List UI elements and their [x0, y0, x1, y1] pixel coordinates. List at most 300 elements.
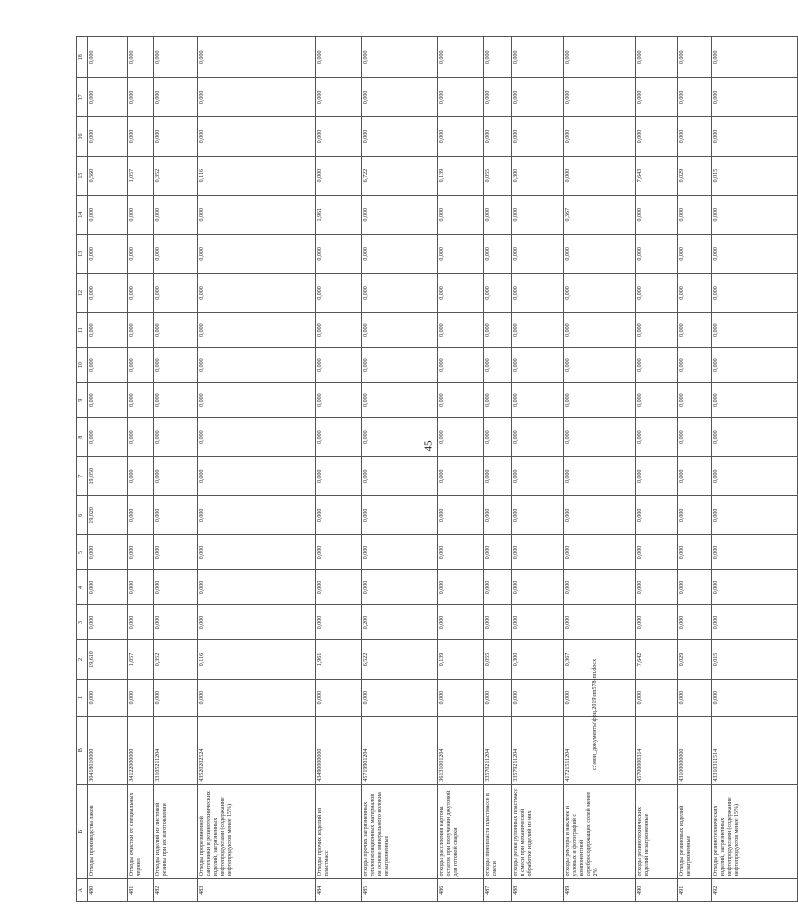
- row-number-cell: 483: [198, 879, 316, 902]
- value-cell: 0,000: [636, 313, 678, 348]
- value-cell: 0,000: [128, 496, 154, 535]
- value-cell: 0,000: [438, 496, 484, 535]
- value-cell: 0,000: [362, 234, 438, 273]
- value-cell: 0,000: [564, 605, 636, 640]
- value-cell: 0,000: [362, 195, 438, 234]
- value-cell: 0,000: [128, 195, 154, 234]
- value-cell: 0,000: [362, 457, 438, 496]
- value-cell: 0,000: [88, 348, 128, 383]
- value-cell: 0,000: [484, 234, 512, 273]
- value-cell: 0,000: [154, 234, 198, 273]
- value-cell: 0,000: [438, 273, 484, 312]
- value-cell: 0,000: [678, 195, 712, 234]
- value-cell: 0,000: [712, 348, 798, 383]
- row-number-cell: 482: [154, 879, 198, 902]
- value-cell: 0,000: [362, 313, 438, 348]
- value-cell: 0,367: [564, 640, 636, 679]
- value-cell: 0,000: [128, 457, 154, 496]
- value-cell: 0,000: [362, 78, 438, 117]
- table-row: [678, 37, 712, 902]
- value-cell: 0,000: [128, 234, 154, 273]
- waste-data-table: [76, 36, 798, 902]
- waste-name-cell: отходы резинотехнических изделий незагрязненные: [636, 784, 678, 879]
- value-cell: 0,000: [636, 570, 678, 605]
- value-cell: 0,000: [484, 37, 512, 78]
- value-cell: 0,000: [636, 273, 678, 312]
- value-cell: 0,000: [636, 78, 678, 117]
- value-cell: 0,000: [512, 195, 564, 234]
- value-cell: 0,000: [88, 679, 128, 716]
- value-cell: 0,000: [484, 570, 512, 605]
- column-header: 14: [77, 195, 88, 234]
- waste-name-cell: Отходы резиновых изделий незагрязненные: [678, 784, 712, 879]
- table-row: [88, 37, 128, 902]
- value-cell: 0,000: [484, 78, 512, 117]
- waste-code-cell: 30418010000: [88, 716, 128, 784]
- value-cell: 0,000: [316, 535, 362, 570]
- value-cell: 0,000: [128, 78, 154, 117]
- column-header: 1: [77, 679, 88, 716]
- value-cell: 0,000: [362, 570, 438, 605]
- waste-name-cell: отходы пенопласта пластмассе в смеси: [484, 784, 512, 879]
- value-cell: 0,000: [316, 605, 362, 640]
- value-cell: 0,000: [438, 348, 484, 383]
- table-row: [438, 37, 484, 902]
- waste-code-cell: 43490000000: [316, 716, 362, 784]
- value-cell: 0,000: [438, 313, 484, 348]
- value-cell: 1,961: [316, 640, 362, 679]
- value-cell: 0,000: [712, 78, 798, 117]
- value-cell: 0,000: [512, 679, 564, 716]
- value-cell: 0,000: [678, 313, 712, 348]
- waste-code-cell: 43100000000: [678, 716, 712, 784]
- value-cell: 0,000: [712, 383, 798, 418]
- value-cell: 0,000: [154, 313, 198, 348]
- waste-code-cell: 33105211204: [154, 716, 198, 784]
- column-header: 16: [77, 117, 88, 156]
- value-cell: 0,000: [128, 418, 154, 457]
- waste-name-cell: отходы расслоения картона остаток при получении джутовой для готовой сварки: [438, 784, 484, 879]
- value-cell: 0,000: [362, 679, 438, 716]
- table-row: [362, 37, 438, 902]
- value-cell: 0,000: [484, 313, 512, 348]
- row-number-cell: 481: [128, 879, 154, 902]
- value-cell: 0,000: [438, 383, 484, 418]
- value-cell: 0,000: [438, 679, 484, 716]
- value-cell: 0,000: [636, 535, 678, 570]
- row-number-cell: 480: [88, 879, 128, 902]
- value-cell: 0,000: [198, 679, 316, 716]
- value-cell: 0,000: [564, 383, 636, 418]
- table-row: [154, 37, 198, 902]
- value-cell: 0,000: [154, 535, 198, 570]
- value-cell: 0,000: [362, 535, 438, 570]
- row-number-cell: 489: [564, 879, 636, 902]
- column-header: 3: [77, 605, 88, 640]
- value-cell: 0,000: [316, 313, 362, 348]
- value-cell: 0,000: [88, 117, 128, 156]
- value-cell: 0,000: [712, 535, 798, 570]
- value-cell: 0,000: [484, 679, 512, 716]
- value-cell: 0,000: [564, 156, 636, 195]
- table-row: [512, 37, 564, 902]
- value-cell: 0,000: [438, 195, 484, 234]
- value-cell: 0,000: [678, 37, 712, 78]
- value-cell: 0,000: [316, 418, 362, 457]
- value-cell: 6,722: [362, 156, 438, 195]
- value-cell: 0,000: [564, 679, 636, 716]
- value-cell: 0,000: [88, 535, 128, 570]
- value-cell: 0,560: [88, 156, 128, 195]
- column-header: 5: [77, 535, 88, 570]
- value-cell: 0,000: [636, 348, 678, 383]
- value-cell: 0,000: [88, 383, 128, 418]
- waste-code-cell: 34122000000: [128, 716, 154, 784]
- value-cell: 0,000: [154, 273, 198, 312]
- row-number-cell: 487: [484, 879, 512, 902]
- value-cell: 0,000: [564, 313, 636, 348]
- value-cell: 0,000: [438, 457, 484, 496]
- value-cell: 0,000: [484, 273, 512, 312]
- value-cell: 0,000: [678, 679, 712, 716]
- value-cell: 0,000: [712, 234, 798, 273]
- value-cell: 19,050: [88, 457, 128, 496]
- waste-name-cell: Отходы производства лаков: [88, 784, 128, 879]
- column-header: 9: [77, 383, 88, 418]
- value-cell: 0,000: [198, 273, 316, 312]
- value-cell: 0,000: [484, 496, 512, 535]
- value-cell: 0,000: [484, 605, 512, 640]
- value-cell: 0,000: [88, 605, 128, 640]
- waste-code-cell: 33579211204: [512, 716, 564, 784]
- value-cell: 0,000: [712, 418, 798, 457]
- value-cell: 0,000: [128, 679, 154, 716]
- value-cell: 0,000: [154, 195, 198, 234]
- value-cell: 0,000: [316, 117, 362, 156]
- column-header: 17: [77, 78, 88, 117]
- value-cell: 0,000: [128, 313, 154, 348]
- row-number-cell: 486: [438, 879, 484, 902]
- row-number-cell: 485: [362, 879, 438, 902]
- value-cell: 0,000: [564, 496, 636, 535]
- waste-name-cell: Отходы изделий из листовой резины при их изготовлении: [154, 784, 198, 879]
- value-cell: 0,000: [362, 496, 438, 535]
- value-cell: 0,000: [678, 117, 712, 156]
- value-cell: 0,000: [512, 496, 564, 535]
- value-cell: 0,000: [88, 418, 128, 457]
- value-cell: 0,000: [678, 535, 712, 570]
- column-header: 10: [77, 348, 88, 383]
- value-cell: 0,000: [128, 273, 154, 312]
- value-cell: 0,000: [438, 78, 484, 117]
- value-cell: 0,000: [636, 234, 678, 273]
- value-cell: 0,000: [712, 679, 798, 716]
- value-cell: 0,000: [128, 605, 154, 640]
- value-cell: 0,000: [636, 605, 678, 640]
- value-cell: 0,000: [362, 383, 438, 418]
- value-cell: 0,000: [438, 117, 484, 156]
- value-cell: 0,000: [512, 605, 564, 640]
- value-cell: 0,200: [362, 605, 438, 640]
- value-cell: 0,000: [88, 195, 128, 234]
- value-cell: 1,057: [128, 640, 154, 679]
- value-cell: 0,015: [712, 156, 798, 195]
- waste-code-cell: 45700000314: [636, 716, 678, 784]
- value-cell: 0,000: [316, 37, 362, 78]
- value-cell: 0,000: [712, 457, 798, 496]
- value-cell: 1,057: [128, 156, 154, 195]
- value-cell: 0,000: [636, 457, 678, 496]
- value-cell: 0,000: [512, 570, 564, 605]
- value-cell: 6,522: [362, 640, 438, 679]
- table-row: [636, 37, 678, 902]
- value-cell: 0,000: [678, 234, 712, 273]
- value-cell: 0,000: [512, 234, 564, 273]
- value-cell: 0,000: [88, 570, 128, 605]
- waste-code-cell: 41721511204: [564, 716, 636, 784]
- value-cell: 0,000: [128, 117, 154, 156]
- value-cell: 0,000: [484, 383, 512, 418]
- value-cell: 0,000: [712, 273, 798, 312]
- value-cell: 0,000: [316, 156, 362, 195]
- value-cell: 0,000: [316, 348, 362, 383]
- value-cell: 0,000: [678, 570, 712, 605]
- value-cell: 0,000: [678, 348, 712, 383]
- column-header: 6: [77, 496, 88, 535]
- value-cell: 0,300: [512, 640, 564, 679]
- value-cell: 0,000: [362, 348, 438, 383]
- value-cell: 0,000: [154, 679, 198, 716]
- column-header: 12: [77, 273, 88, 312]
- waste-code-cell: 43310311514: [712, 716, 798, 784]
- column-header: 13: [77, 234, 88, 273]
- value-cell: 0,000: [712, 195, 798, 234]
- value-cell: 0,015: [712, 640, 798, 679]
- waste-name-cell: Отходы резинотехнических изделий, загрязненных нефтепродуктами (содержание нефтепродуктов менее 15%): [712, 784, 798, 879]
- waste-name-cell: отходы ректора и наклеек и узловых и фотографий с компонентной серебросодержащих солей менее 2%: [564, 784, 636, 879]
- value-cell: 1,961: [316, 195, 362, 234]
- row-number-cell: 490: [636, 879, 678, 902]
- value-cell: 0,000: [678, 496, 712, 535]
- value-cell: 0,000: [678, 418, 712, 457]
- value-cell: 0,000: [636, 37, 678, 78]
- value-cell: 0,000: [128, 37, 154, 78]
- value-cell: 0,000: [198, 37, 316, 78]
- value-cell: 7,643: [636, 156, 678, 195]
- value-cell: 7,642: [636, 640, 678, 679]
- value-cell: 0,029: [678, 156, 712, 195]
- value-cell: 0,000: [198, 348, 316, 383]
- value-cell: 0,000: [484, 117, 512, 156]
- value-cell: 0,000: [438, 605, 484, 640]
- row-number-cell: 484: [316, 879, 362, 902]
- value-cell: 0,000: [362, 117, 438, 156]
- value-cell: 0,000: [88, 273, 128, 312]
- value-cell: 0,000: [712, 570, 798, 605]
- column-header: 18: [77, 37, 88, 78]
- value-cell: 0,000: [198, 496, 316, 535]
- waste-code-cell: 33570211204: [484, 716, 512, 784]
- value-cell: 0,000: [484, 195, 512, 234]
- waste-name-cell: отходы прочих загрязненных теплоизоляционных материалов на основе минерального волокна незагрязненные: [362, 784, 438, 879]
- table-body: [88, 37, 798, 902]
- column-header: 11: [77, 313, 88, 348]
- value-cell: 0,000: [564, 117, 636, 156]
- value-cell: 0,000: [512, 117, 564, 156]
- value-cell: 0,000: [198, 234, 316, 273]
- value-cell: 0,000: [512, 418, 564, 457]
- footer-file-path: c:\мои_документы\фрц.2019\пп578-пп.docx: [592, 658, 598, 770]
- value-cell: 0,139: [438, 640, 484, 679]
- value-cell: 0,000: [636, 117, 678, 156]
- value-cell: 0,116: [198, 156, 316, 195]
- value-cell: 0,000: [564, 418, 636, 457]
- value-cell: 0,000: [636, 679, 678, 716]
- value-cell: 0,000: [198, 313, 316, 348]
- value-cell: 0,000: [154, 605, 198, 640]
- waste-name-cell: Отходы очистки от специальных чернил: [128, 784, 154, 879]
- value-cell: 0,000: [636, 496, 678, 535]
- value-cell: 0,000: [198, 570, 316, 605]
- value-cell: 0,055: [484, 156, 512, 195]
- value-cell: 0,000: [678, 78, 712, 117]
- waste-name-cell: Отходы прочих изделий из пластмасс: [316, 784, 362, 879]
- value-cell: 0,000: [564, 273, 636, 312]
- value-cell: 0,000: [154, 457, 198, 496]
- value-cell: 0,000: [564, 457, 636, 496]
- value-cell: 0,000: [198, 535, 316, 570]
- column-header: 15: [77, 156, 88, 195]
- value-cell: 0,000: [128, 570, 154, 605]
- value-cell: 0,000: [128, 535, 154, 570]
- value-cell: 0,000: [316, 78, 362, 117]
- value-cell: 0,000: [88, 37, 128, 78]
- value-cell: 0,000: [154, 383, 198, 418]
- value-cell: 0,000: [678, 383, 712, 418]
- value-cell: 0,000: [88, 313, 128, 348]
- value-cell: 0,000: [678, 605, 712, 640]
- waste-code-cell: 36131001204: [438, 716, 484, 784]
- column-header: А: [77, 879, 88, 902]
- value-cell: 0,352: [154, 640, 198, 679]
- value-cell: 0,000: [438, 234, 484, 273]
- table-row: [564, 37, 636, 902]
- value-cell: 0,000: [316, 570, 362, 605]
- value-cell: 0,300: [512, 156, 564, 195]
- value-cell: 0,000: [636, 418, 678, 457]
- table-row: [712, 37, 798, 902]
- value-cell: 0,000: [154, 570, 198, 605]
- value-cell: 0,000: [564, 348, 636, 383]
- value-cell: 0,000: [198, 457, 316, 496]
- value-cell: 0,367: [564, 195, 636, 234]
- value-cell: 0,000: [512, 273, 564, 312]
- value-cell: 0,000: [512, 37, 564, 78]
- value-cell: 0,000: [712, 496, 798, 535]
- value-cell: 0,029: [678, 640, 712, 679]
- value-cell: 0,000: [712, 117, 798, 156]
- value-cell: 0,000: [438, 37, 484, 78]
- value-cell: 0,000: [636, 383, 678, 418]
- value-cell: 0,000: [512, 313, 564, 348]
- value-cell: 19,020: [88, 496, 128, 535]
- value-cell: 0,000: [154, 348, 198, 383]
- waste-name-cell: Отходы прорезиненной сантехники и резинотехнических изделий, загрязненных нефтепродуктами (содержание нефтепродуктов менее 15%): [198, 784, 316, 879]
- value-cell: 0,000: [316, 383, 362, 418]
- column-header: 7: [77, 457, 88, 496]
- row-number-cell: 491: [678, 879, 712, 902]
- value-cell: 0,000: [712, 37, 798, 78]
- value-cell: 0,000: [198, 195, 316, 234]
- table-row: [198, 37, 316, 902]
- value-cell: 0,000: [484, 418, 512, 457]
- value-cell: 0,000: [198, 418, 316, 457]
- value-cell: 0,000: [198, 383, 316, 418]
- value-cell: 0,000: [512, 383, 564, 418]
- value-cell: 0,000: [438, 570, 484, 605]
- value-cell: 0,000: [438, 418, 484, 457]
- value-cell: 0,000: [678, 457, 712, 496]
- value-cell: 0,000: [636, 195, 678, 234]
- table-row: [128, 37, 154, 902]
- value-cell: 0,000: [154, 496, 198, 535]
- value-cell: 0,000: [154, 37, 198, 78]
- column-header: В: [77, 716, 88, 784]
- value-cell: 0,000: [712, 605, 798, 640]
- row-number-cell: 488: [512, 879, 564, 902]
- value-cell: 0,000: [564, 535, 636, 570]
- value-cell: 0,000: [678, 273, 712, 312]
- value-cell: 0,139: [438, 156, 484, 195]
- table-row: [316, 37, 362, 902]
- header-row: [77, 37, 88, 902]
- value-cell: 0,000: [512, 348, 564, 383]
- value-cell: 0,000: [564, 78, 636, 117]
- column-header: 4: [77, 570, 88, 605]
- waste-code-cell: 45719901204: [362, 716, 438, 784]
- value-cell: 0,055: [484, 640, 512, 679]
- value-cell: 0,352: [154, 156, 198, 195]
- value-cell: 0,000: [512, 78, 564, 117]
- waste-code-cell: 43520202524: [198, 716, 316, 784]
- column-header: 8: [77, 418, 88, 457]
- column-header: 2: [77, 640, 88, 679]
- value-cell: 0,000: [484, 457, 512, 496]
- value-cell: 19,610: [88, 640, 128, 679]
- value-cell: 0,000: [316, 496, 362, 535]
- value-cell: 0,000: [128, 348, 154, 383]
- value-cell: 0,000: [438, 535, 484, 570]
- row-number-cell: 492: [712, 879, 798, 902]
- value-cell: 0,000: [88, 234, 128, 273]
- value-cell: 0,000: [316, 273, 362, 312]
- waste-name-cell: отходы резки рулонных пластмасс в смеси при механической обработке изделий из них: [512, 784, 564, 879]
- value-cell: 0,000: [484, 348, 512, 383]
- column-header: Б: [77, 784, 88, 879]
- value-cell: 0,000: [154, 78, 198, 117]
- value-cell: 0,000: [198, 605, 316, 640]
- value-cell: 0,000: [712, 313, 798, 348]
- value-cell: 0,000: [154, 117, 198, 156]
- value-cell: 0,000: [564, 37, 636, 78]
- value-cell: 0,000: [316, 234, 362, 273]
- value-cell: 0,000: [198, 117, 316, 156]
- value-cell: 0,000: [512, 457, 564, 496]
- value-cell: 0,000: [362, 37, 438, 78]
- value-cell: 0,000: [154, 418, 198, 457]
- value-cell: 0,000: [128, 383, 154, 418]
- value-cell: 0,000: [316, 457, 362, 496]
